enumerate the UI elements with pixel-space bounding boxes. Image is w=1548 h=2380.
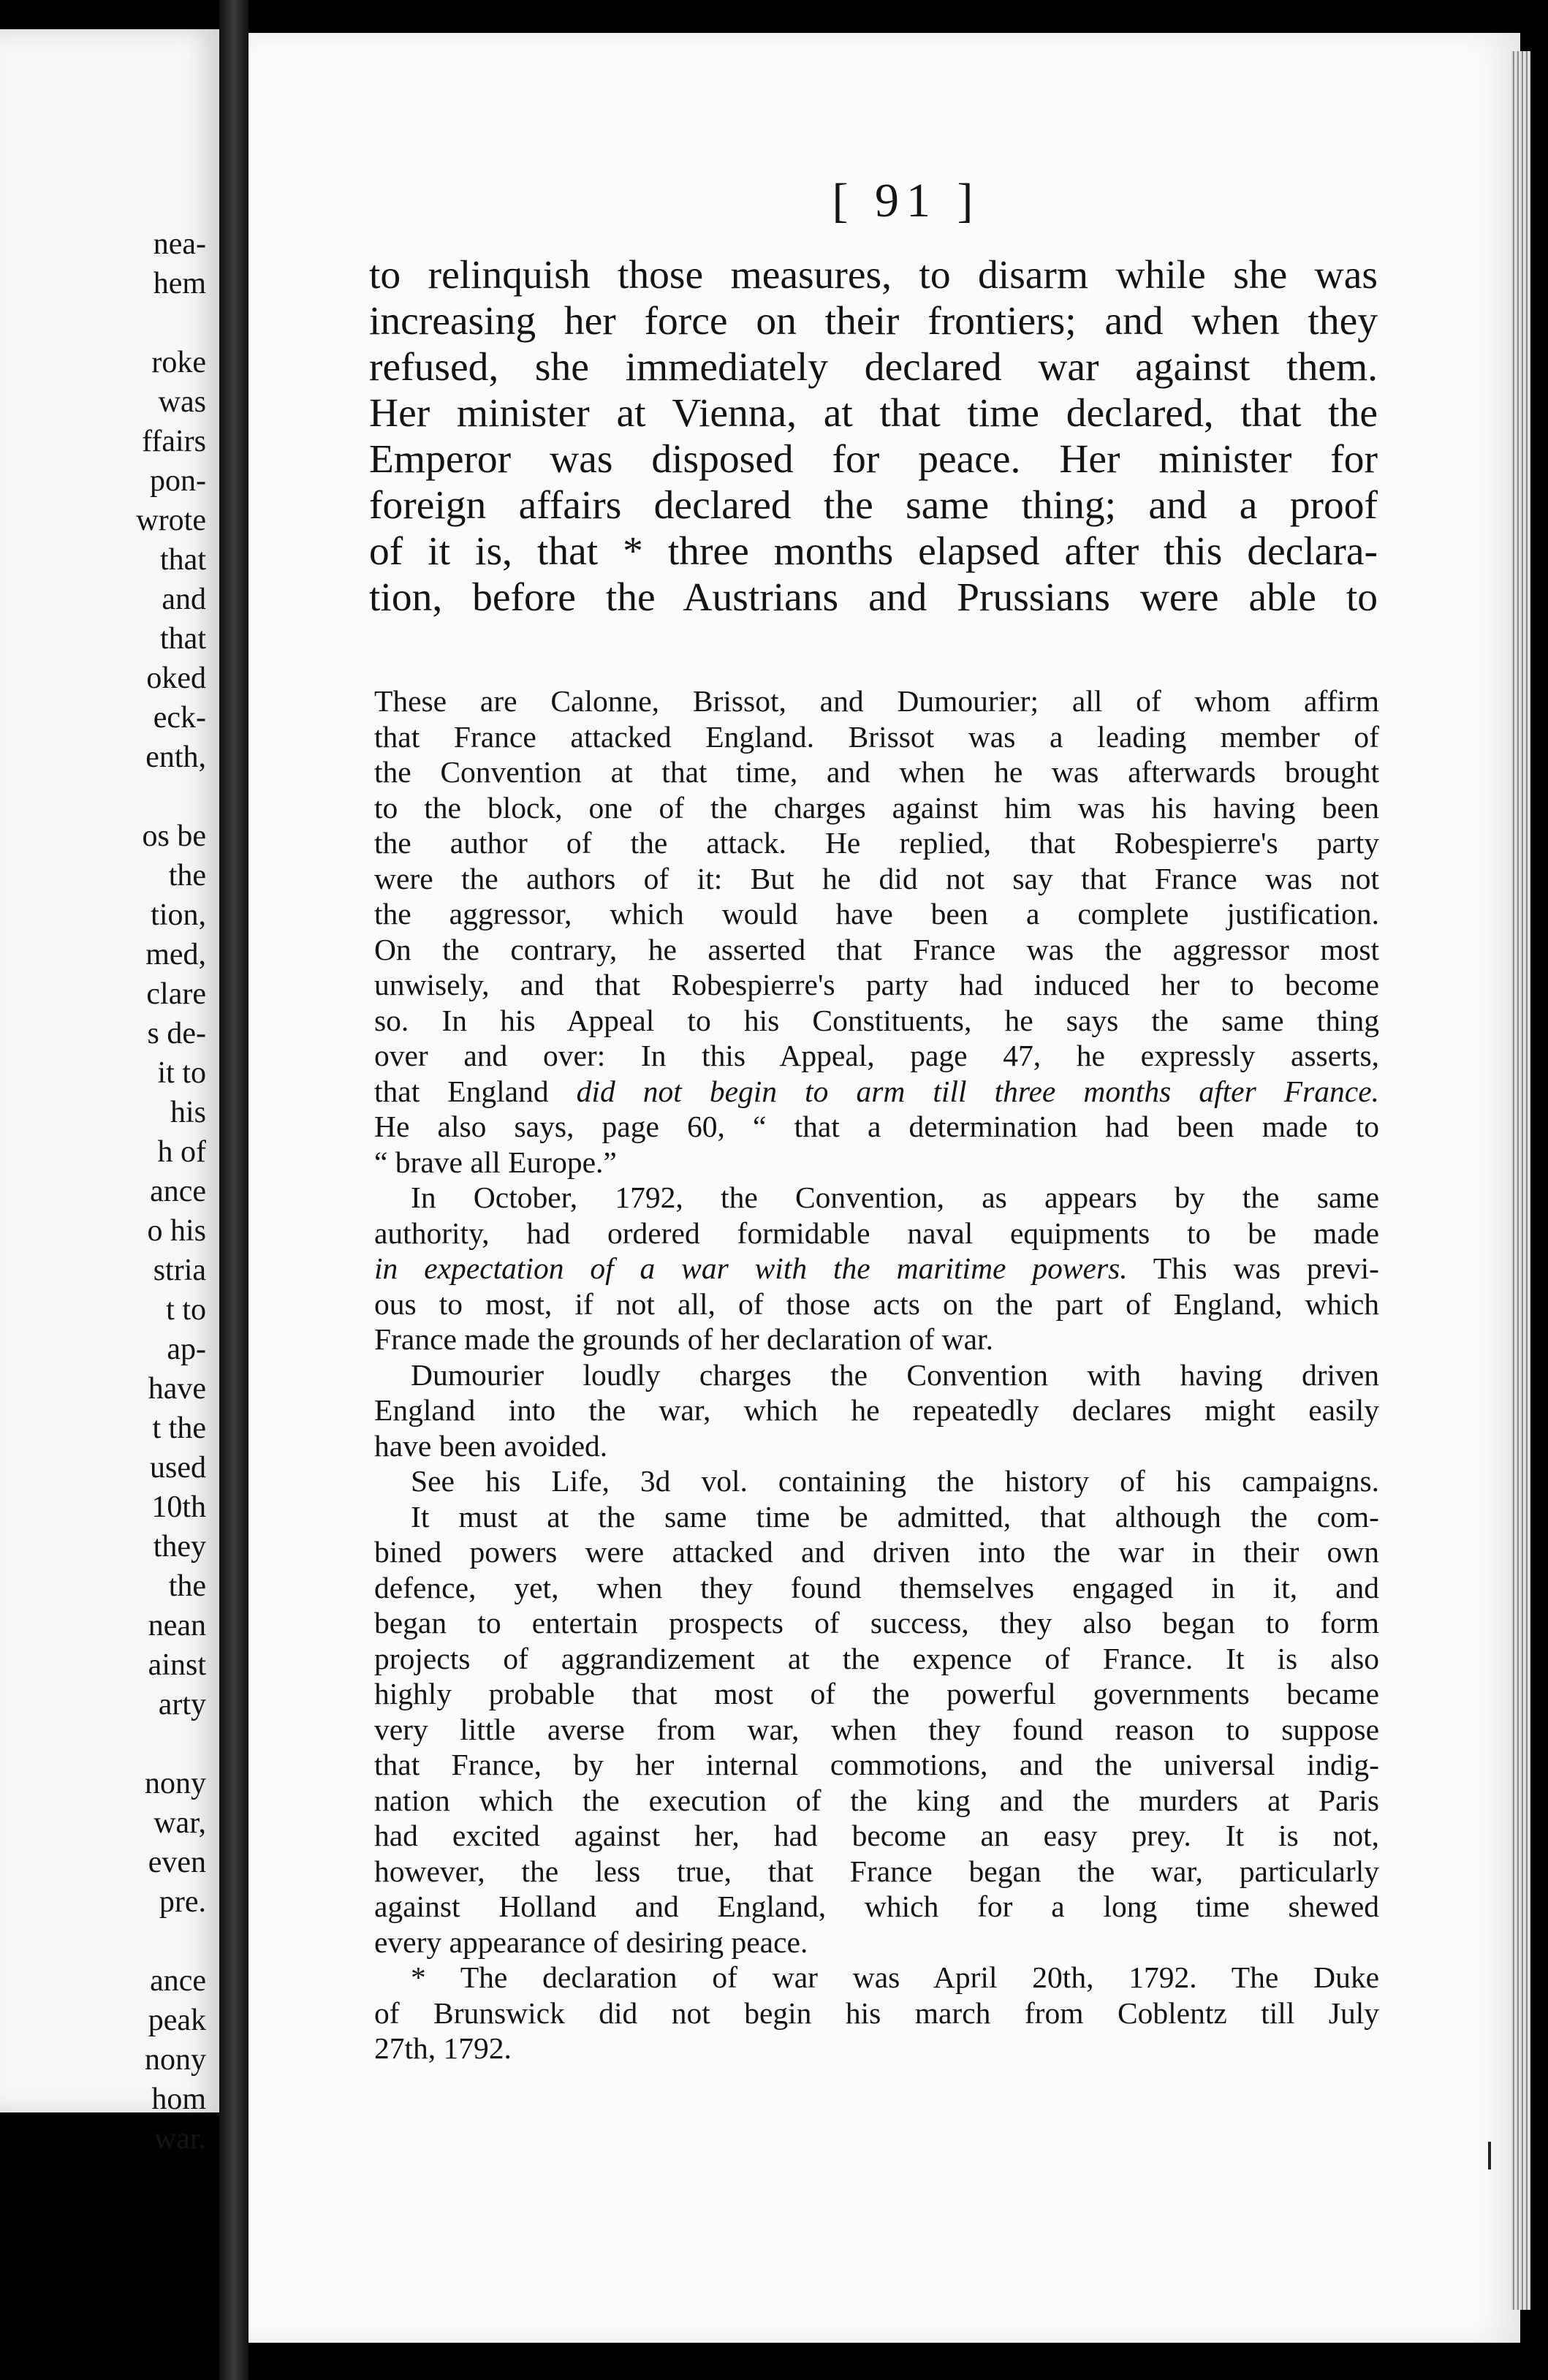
left-page-fragment: s de- <box>147 1017 206 1050</box>
left-page-fragment: his <box>170 1096 206 1129</box>
left-page-fragment: pre. <box>159 1885 206 1919</box>
facing-page-fragment <box>0 29 219 2156</box>
left-page-fragment: and <box>162 583 206 616</box>
note-line: 27th, 1792. <box>374 2031 512 2065</box>
left-page-fragment: war, <box>153 1806 206 1840</box>
left-page-fragment: the <box>168 859 206 892</box>
note-line: defence, yet, when they found themselves engaged in it, and <box>374 1570 1379 1604</box>
note-line: unwisely, and that Robespierre's party had induced her to become <box>374 968 1379 1001</box>
left-page-fragment: med, <box>145 938 206 971</box>
left-page-fragment: even <box>148 1846 206 1879</box>
note-line: of Brunswick did not begin his march from Coblentz till July <box>374 1996 1379 2030</box>
left-page-fragment: ance <box>150 1964 206 1998</box>
main-paragraph <box>369 252 1378 621</box>
note-line: See his Life, 3d vol. containing the history of his campaigns. <box>411 1464 1379 1498</box>
note-line: * The declaration of war was April 20th, 1792. The Duke <box>411 1960 1379 1994</box>
left-page-fragment: t the <box>152 1411 206 1445</box>
left-page-fragment: nony <box>145 1767 206 1800</box>
note-line: began to entertain prospects of success, they also began to form <box>374 1606 1379 1640</box>
page-edge <box>1511 51 1530 2310</box>
note-line: that France, by her internal commotions, and the universal indig- <box>374 1748 1379 1781</box>
left-page-fragment: h of <box>157 1135 206 1169</box>
left-page-fragment: wrote <box>136 504 206 537</box>
note-line: the author of the attack. He replied, that Robespierre's party <box>374 826 1379 860</box>
left-page-fragment: that <box>160 622 206 656</box>
left-page-fragment: nea- <box>153 227 206 261</box>
left-page-fragment: t to <box>166 1293 206 1327</box>
left-page-fragment: arty <box>158 1688 206 1721</box>
left-page-fragment: war. <box>153 2122 206 2156</box>
left-page-fragment: ance <box>150 1175 206 1208</box>
note-line: On the contrary, he asserted that France was the aggressor most <box>374 932 1379 966</box>
main-line: Her minister at Vienna, at that time declared, that the <box>369 391 1378 436</box>
main-line: increasing her force on their frontiers; and when they <box>369 299 1378 344</box>
note-line: highly probable that most of the powerful governments became <box>374 1677 1379 1710</box>
note-line: ous to most, if not all, of those acts on the part of England, which <box>374 1286 1379 1321</box>
left-page-fragment: have <box>148 1372 206 1406</box>
note-line: had excited against her, had become an easy prey. It is not, <box>374 1819 1379 1852</box>
note-line: to the block, one of the charges against him was his having been <box>374 790 1379 825</box>
note-line: were the authors of it: But he did not say that France was not <box>374 861 1379 895</box>
left-page-fragment: roke <box>151 346 206 379</box>
left-page-fragment: pon- <box>150 464 206 498</box>
left-page-fragment: ainst <box>148 1648 206 1682</box>
note-line: have been avoided. <box>374 1428 608 1463</box>
left-page-fragment: os be <box>142 819 206 853</box>
left-page-fragment: the <box>168 1569 206 1603</box>
note-line: bined powers were attacked and driven into the war in their own <box>374 1535 1379 1569</box>
note-line: France made the grounds of her declaration of war. <box>374 1322 993 1356</box>
note-line: over and over: In this Appeal, page 47, he expressly asserts, <box>374 1039 1379 1072</box>
left-page-fragment: eck- <box>153 701 206 735</box>
page-number: [ 91 ] <box>832 174 981 227</box>
main-line: tion, before the Austrians and Prussians were able to <box>369 575 1378 620</box>
main-line: of it is, that * three months elapsed after this declara- <box>369 529 1378 574</box>
left-page-fragment: clare <box>146 977 206 1011</box>
note-line: nation which the execution of the king and the murders at Paris <box>374 1783 1379 1817</box>
left-page-fragment: oked <box>146 662 206 695</box>
edge-mark <box>1488 2142 1491 2169</box>
left-page-fragment: nony <box>145 2043 206 2077</box>
left-page-fragment: nean <box>148 1609 206 1642</box>
left-page-fragment: ffairs <box>142 425 206 458</box>
book-gutter <box>219 0 248 2380</box>
note-line: very little averse from war, when they found reason to suppose <box>374 1712 1379 1746</box>
note-line: against Holland and England, which for a long time shewed <box>374 1890 1379 1923</box>
note-line: the aggressor, which would have been a complete justification. <box>374 897 1379 931</box>
note-line: the Convention at that time, and when he was afterwards brought <box>374 755 1379 789</box>
main-line: foreign affairs declared the same thing; and a proof <box>369 483 1378 528</box>
note-line: projects of aggrandizement at the expence of France. It is also <box>374 1641 1379 1675</box>
note-line: These are Calonne, Brissot, and Dumourier; all of whom affirm <box>374 684 1379 718</box>
note-line: Dumourier loudly charges the Convention with having driven <box>411 1357 1379 1392</box>
note-line: “ brave all Europe.” <box>374 1145 617 1179</box>
left-page-fragment: enth, <box>145 740 206 774</box>
note-text: that England <box>374 1074 549 1108</box>
left-page-fragment: o his <box>147 1214 206 1248</box>
main-line: to relinquish those measures, to disarm while she was <box>369 253 1378 298</box>
footnotes <box>374 683 1379 2066</box>
main-line: Emperor was disposed for peace. Her minister for <box>369 437 1378 482</box>
note-line: It must at the same time be admitted, that although the com- <box>411 1499 1379 1534</box>
left-page-fragment: ap- <box>167 1333 206 1366</box>
left-page-fragment: hem <box>153 267 206 300</box>
left-page-fragment: was <box>158 385 206 419</box>
left-page-fragment: used <box>150 1451 206 1485</box>
note-italic: did not begin to arm till three months after France. <box>576 1074 1380 1108</box>
note-line: He also says, page 60, “ that a determination had been made to <box>374 1110 1379 1143</box>
note-line-mixed <box>374 1074 1379 1110</box>
left-page-fragment: 10th <box>151 1490 206 1524</box>
left-page-fragment: stria <box>153 1254 206 1287</box>
left-page-fragment: it to <box>157 1056 206 1090</box>
note-line: England into the war, which he repeatedly declares might easily <box>374 1393 1379 1427</box>
left-page-fragment: they <box>153 1530 206 1564</box>
note-line: that France attacked England. Brissot was a leading member of <box>374 719 1379 754</box>
note-line: however, the less true, that France began the war, particularly <box>374 1854 1379 1888</box>
note-line: authority, had ordered formidable naval equipments to be made <box>374 1216 1379 1250</box>
note-line-mixed <box>374 1251 1379 1286</box>
note-line: In October, 1792, the Convention, as appears by the same <box>411 1180 1379 1214</box>
left-page-fragment: hom <box>151 2082 206 2116</box>
note-line: every appearance of desiring peace. <box>374 1925 808 1959</box>
left-page-fragment: that <box>160 543 206 577</box>
note-line: so. In his Appeal to his Constituents, he says the same thing <box>374 1003 1379 1037</box>
note-text: This was previ- <box>1153 1251 1379 1285</box>
main-line: refused, she immediately declared war against them. <box>369 345 1378 390</box>
left-page-fragment: peak <box>148 2004 206 2037</box>
note-italic: in expectation of a war with the maritime powers. <box>374 1251 1128 1285</box>
left-page-fragment: tion, <box>151 898 206 932</box>
